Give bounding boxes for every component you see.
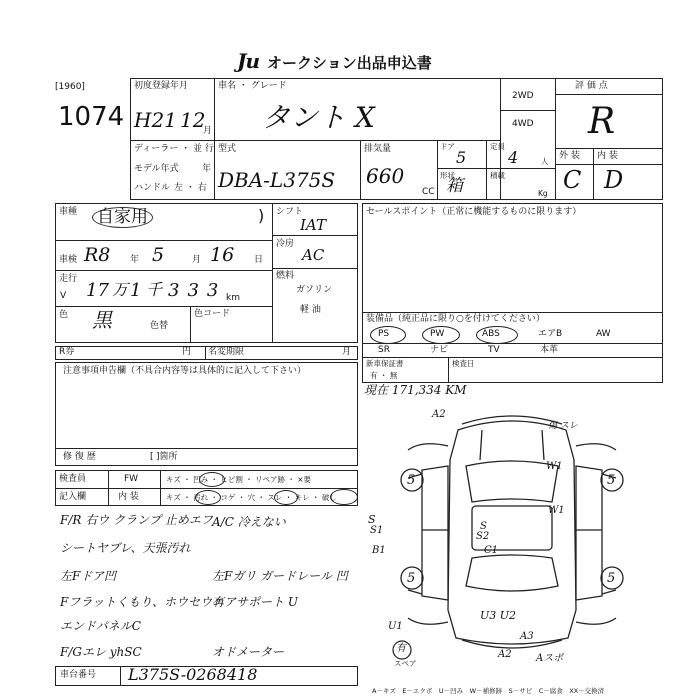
inspector-label: 検査員 [59, 474, 87, 484]
usage-value: 自家用 [92, 207, 153, 228]
capacity-unit: 人 [541, 157, 549, 166]
recycle-yen: 円 [182, 347, 192, 357]
warranty-label: 新車保証書 [366, 359, 404, 368]
capacity-value: 4 [508, 148, 519, 167]
mark-4: S [480, 521, 487, 532]
mileage-v3: 333 [168, 280, 227, 301]
color-value: 黒 [92, 308, 112, 332]
lot-number: 1074 [58, 102, 125, 132]
equip-ps: PS [378, 329, 390, 339]
aircon-value: AC [302, 246, 325, 264]
spare-value: 有 [396, 643, 406, 654]
fuel-label: 燃料 [276, 271, 295, 281]
car-diagram [362, 400, 662, 662]
recycle-label: R券 [59, 347, 75, 357]
note-left-3: 左Fドア凹 [60, 569, 116, 583]
note-right-2: 左Fガリ ガードレール 凹 [212, 569, 348, 583]
interior-items: キズ ・ 汚れ ・ コゲ ・ 穴 ・ スレ ・ キレ ・ 破し [166, 493, 337, 502]
tire-rings [401, 469, 623, 589]
doors-value: 5 [456, 148, 467, 167]
shaken-month-unit: 月 [192, 255, 202, 265]
color-code-label: 色コード [194, 309, 231, 319]
notes-label: 注意事項申告欄（不具合内容等は具体的に記入して下さい） [63, 366, 307, 376]
handwritten-left [58, 513, 225, 664]
first-reg-month-unit: 月 [203, 126, 213, 136]
handle-label: ハンドル [134, 183, 171, 193]
equip-leather: 本革 [540, 345, 559, 355]
note-right-3: エアサポート U [212, 595, 298, 609]
drive-4wd: 4WD [512, 119, 534, 129]
equip-pw: PW [430, 329, 445, 339]
exterior-label: 外 装 [559, 151, 580, 161]
car-name-label: 車名 ・ グレード [218, 81, 287, 91]
mark-12: U1 [388, 621, 403, 632]
model-value: DBA-L375S [218, 168, 336, 192]
mark-15: Aスポ [536, 653, 564, 664]
repair-value: [ [150, 452, 154, 462]
model-year-unit: 年 [202, 164, 212, 174]
shaken-month: 5 [152, 244, 165, 266]
mark-9: W1 [548, 505, 565, 516]
repair-label: 修 復 歴 [63, 452, 96, 462]
handle-options: 左 ・ 右 [174, 183, 207, 193]
mark-1: A2 [432, 409, 446, 420]
equipment-row-2 [366, 344, 662, 358]
fw-label: FW [124, 474, 139, 484]
color-label: 色 [59, 310, 69, 320]
shaken-era: R8 [84, 244, 111, 266]
equip-tv: TV [488, 345, 500, 355]
warranty-extra-label: 検査日 [452, 359, 475, 368]
note-right-4: オドメーター [212, 645, 284, 659]
name-change-mark: 月 [342, 347, 352, 357]
shaken-year-unit: 年 [130, 255, 140, 265]
odometer-note: 現在 171,334 KM [364, 383, 467, 397]
aircon-label: 冷房 [276, 239, 295, 249]
interior-check-label: 内 装 [118, 492, 139, 502]
model-year-label: モデル年式 [134, 164, 179, 174]
mark-11: A2 [498, 649, 512, 660]
load-label: 積載 [490, 171, 505, 180]
spare-label: スペア [394, 659, 417, 668]
chassis-label: 車台番号 [60, 670, 97, 680]
exterior-grade: C [563, 166, 582, 194]
mileage-unit: km [226, 293, 240, 303]
tire-rl: 5 [407, 571, 416, 586]
shaken-label: 車検 [59, 255, 78, 265]
note-left-1: F/R 右ウ クランプ 止めエフ [60, 513, 213, 527]
interior-grade: D [604, 166, 624, 194]
fw-items: キズ ・ 凹み ・ ヒビ割 ・ リペア跡 ・ ×要 [166, 475, 312, 484]
lot-code-wrap: [1960] [55, 82, 85, 92]
mark-6: B1 [372, 545, 386, 556]
model-label: 型式 [218, 144, 237, 154]
shift-value: IAT [300, 216, 326, 234]
mark-2: W1 [546, 461, 563, 472]
car-name-value: タント X [262, 101, 375, 134]
shaken-day-unit: 日 [254, 255, 264, 265]
note-right-1: A/C 冷えない [212, 515, 286, 529]
displacement-unit: CC [422, 187, 435, 197]
notes-box [55, 362, 358, 466]
displacement-value: 660 [366, 164, 405, 188]
equip-sr: SR [378, 345, 390, 355]
handwritten-right [210, 514, 360, 664]
shape-value: 箱 [446, 176, 463, 196]
mark-7: C1 [484, 545, 499, 556]
mark-label: 記入欄 [59, 492, 87, 502]
equipment-label: 装備品（純正品に限り○を付けてください） [366, 314, 545, 324]
shape-label: 形状 [440, 171, 455, 180]
capacity-label: 定員 [490, 142, 505, 151]
shift-label: シフト [276, 207, 304, 217]
fuel-diesel: 軽 油 [300, 305, 321, 315]
recycle-row [55, 346, 358, 360]
load-unit: Kg [538, 189, 548, 198]
tire-rr: 5 [607, 571, 616, 586]
interior-label: 内 装 [597, 151, 618, 161]
mark-13: A3 [520, 631, 534, 642]
displacement-label: 排気量 [364, 144, 392, 154]
repair-suffix: ]箇所 [156, 452, 178, 462]
fuel-gasoline: ガソリン [296, 285, 333, 295]
first-reg-label: 初度登録年月 [134, 81, 189, 91]
grade-label: 評 価 点 [575, 81, 608, 91]
grade-value: R [588, 101, 616, 142]
shaken-day: 16 [210, 244, 235, 266]
mark-5: S1 [370, 525, 384, 536]
sales-point-label: セールスポイント（正常に機能するものに限ります） [366, 207, 582, 217]
equip-abs: ABS [482, 329, 500, 339]
note-left-5: エンドパネルC [60, 619, 141, 633]
drive-2wd: 2WD [512, 91, 534, 101]
lot-code: 1960 [58, 82, 82, 92]
warranty-options: 有 ・ 無 [370, 371, 398, 380]
chassis-value: L375S-0268418 [128, 665, 258, 684]
damage-legend: A－キズ E－エクボ U－凹み W－補修跡 S－サビ C－腐食 XX－交換済 [372, 687, 605, 695]
note-left-2: シートヤブレ、天張汚れ [60, 541, 191, 555]
doors-label: ドア [440, 142, 455, 151]
mark-3: S [368, 513, 376, 526]
equip-aw: AW [596, 329, 611, 339]
first-reg-month: 12 [180, 108, 206, 132]
mileage-v2: 1 [130, 280, 142, 301]
mileage-prefix: V [60, 291, 67, 301]
equip-airbag: エアB [538, 329, 563, 339]
tire-fr: 5 [607, 473, 616, 488]
mileage-u1: 万 [112, 280, 129, 299]
mark-10: U3 U2 [480, 609, 517, 622]
brand-logo: Ju [237, 49, 260, 73]
color-change-label: 色替 [150, 321, 169, 331]
form-title: オークション出品申込書 [267, 54, 432, 72]
mark-14: 傷 スレ [548, 421, 578, 431]
name-change-label: 名変期限 [208, 347, 245, 357]
dealer-label: ディーラー ・ 並 行 [134, 144, 214, 154]
note-left-6: F/Gエレ yhSC [60, 645, 142, 659]
tire-fl: 5 [407, 473, 416, 488]
mark-8: S2 [476, 531, 490, 542]
mileage-u2: 千 [146, 280, 163, 299]
first-reg-era-year: H21 [134, 108, 177, 132]
usage-label: 車種 [59, 207, 78, 217]
usage-paren: ) [258, 206, 265, 225]
mileage-label: 走行 [59, 274, 78, 284]
note-left-4: Fフラットくもり、ホウセウ有 [60, 595, 225, 609]
equip-navi: ナビ [430, 345, 449, 355]
mileage-v1: 17 [86, 280, 109, 301]
